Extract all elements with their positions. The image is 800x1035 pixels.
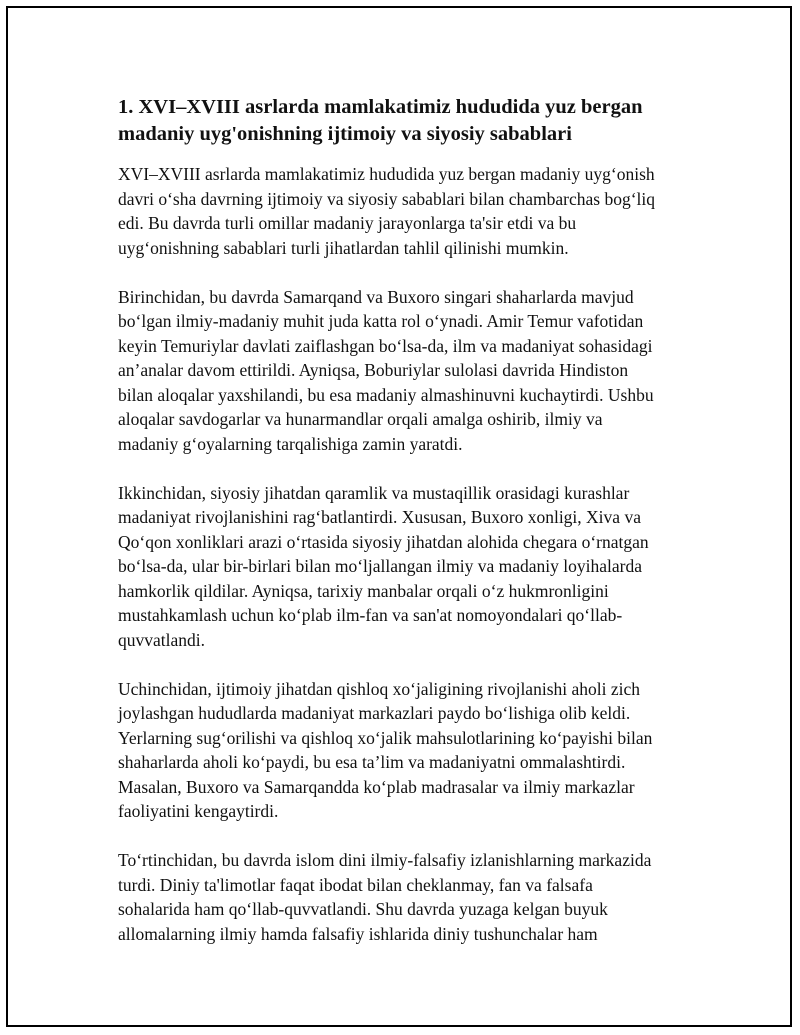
document-body — [118, 94, 688, 971]
section-heading: 1. XVI–XVIII asrlarda mamlakatimiz hududida yuz bergan madaniy uyg'onishning ijtimoiy va siyosiy sabablari — [118, 96, 643, 145]
paragraph-third: Uchinchidan, ijtimoiy jihatdan qishloq xo‘jaligining rivojlanishi aholi zich joylashgan hududlarda madaniyat markazlari paydo bo‘lishiga olib keldi. Yerlarning sug‘orilishi va qishloq xo‘jalik mahsulotlarining ko‘payishi bilan shaharlarda aholi ko‘paydi, bu esa ta’lim va madaniyatni ommalashtirdi. Masalan, Buxoro va Samarqandda ko‘plab madrasalar va ilmiy markazlar faoliyatini kengaytirdi. — [118, 678, 653, 821]
paragraph-second: Ikkinchidan, siyosiy jihatdan qaramlik va mustaqillik orasidagi kurashlar madaniyat rivojlanishini rag‘batlantirdi. Xususan, Buxoro xonligi, Xiva va Qo‘qon xonliklari arazi o‘rtasida siyosiy jihatdan alohida chegara o‘rnatgan bo‘lsa-da, ular bir-birlari bilan mo‘ljallangan ilmiy va madaniy loyihalarda hamkorlik qildilar. Ayniqsa, tarixiy manbalar orqali o‘z hukmronligini mustahkamlash uchun ko‘plab ilm-fan va san'at nomoyondalari qo‘llab- quvvatlandi. — [118, 482, 649, 650]
paragraph-fourth: To‘rtinchidan, bu davrda islom dini ilmiy-falsafiy izlanishlarning markazida turdi. Diniy ta'limotlar faqat ibodat bilan cheklanmay, fan va falsafa sohalarida ham qo‘llab-quvvatlandi. Shu davrda yuzaga kelgan buyuk allomalarning ilmiy hamda falsafiy ishlarida diniy tushunchalar ham — [118, 850, 652, 944]
paragraph-first: Birinchidan, bu davrda Samarqand va Buxoro singari shaharlarda mavjud bo‘lgan ilmiy-madaniy muhit juda katta rol o‘ynadi. Amir Temur vafotidan keyin Temuriylar davlati zaiflashgan bo‘lsa-da, ilm va madaniyat sohasidagi an’analar davom ettirildi. Ayniqsa, Boburiylar sulolasi davrida Hindiston bilan aloqalar yaxshilandi, bu esa madaniy almashinuvni kuchaytirdi. Ushbu aloqalar savdogarlar va hunarmandlar orqali amalga oshirib, ilmiy va madaniy g‘oyalarning tarqalishiga zamin yaratdi. — [118, 286, 654, 454]
paragraph-intro: XVI–XVIII asrlarda mamlakatimiz hududida yuz bergan madaniy uyg‘onish davri o‘sha davrning ijtimoiy va siyosiy sabablari bilan chambarchas bog‘liq edi. Bu davrda turli omillar madaniy jarayonlarga ta'sir etdi va bu uyg‘onishning sabablari turli jihatlardan tahlil qilinishi mumkin. — [118, 164, 656, 258]
